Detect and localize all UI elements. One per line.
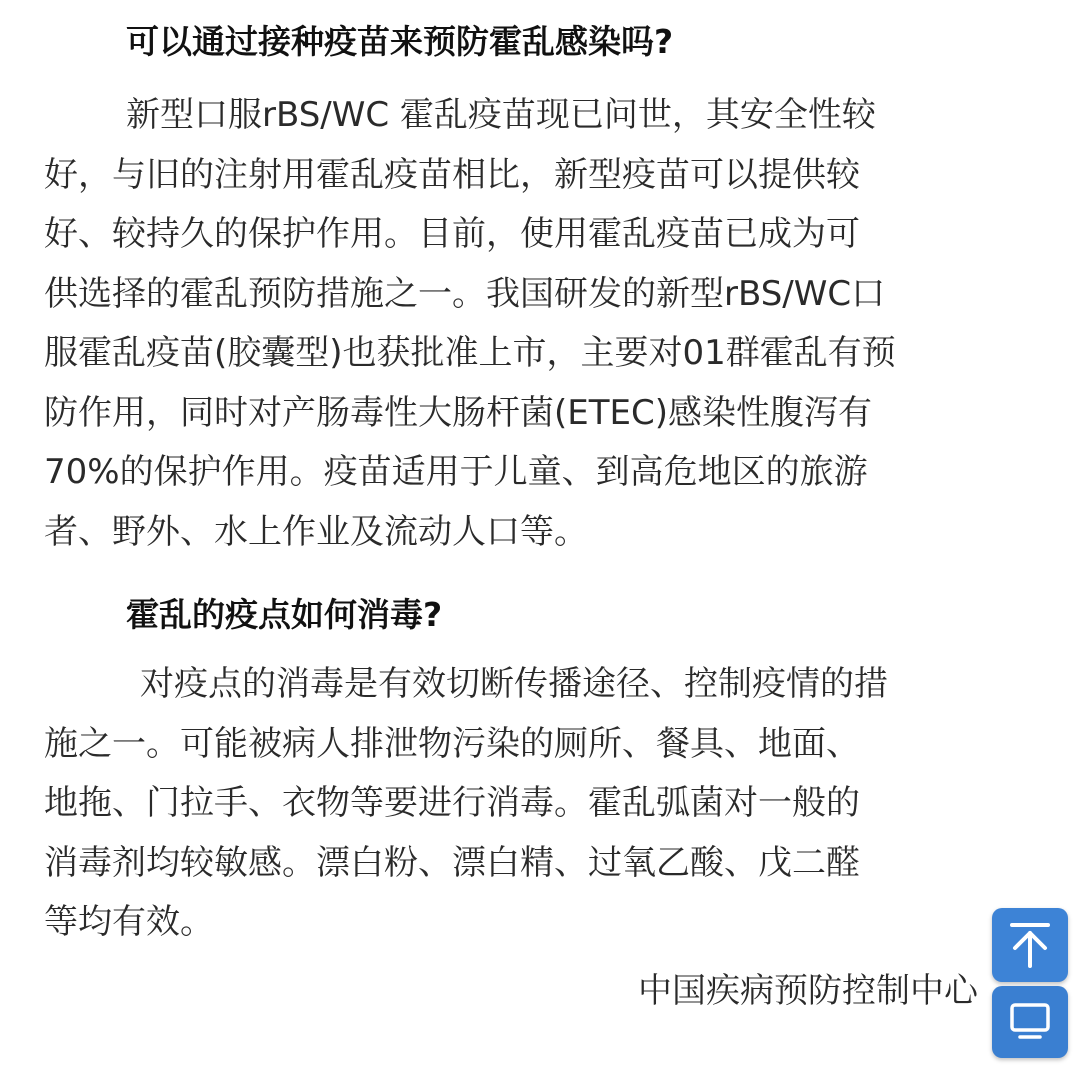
paragraph-line: 消毒剂均较敏感。漂白粉、漂白精、过氧乙酸、戊二醛 — [44, 842, 860, 883]
paragraph-line: 等均有效。 — [44, 902, 214, 942]
screen-mode-button[interactable] — [992, 986, 1068, 1058]
back-to-top-button[interactable] — [992, 908, 1068, 982]
arrow-up-to-line-icon — [1008, 921, 1052, 969]
paragraph-line: 服霍乱疫苗(胶囊型)也获批准上市，主要对01群霍乱有预 — [44, 333, 896, 373]
paragraph-line: 地拖、门拉手、衣物等要进行消毒。霍乱弧菌对一般的 — [44, 783, 860, 823]
paragraph-line: 70%的保护作用。疫苗适用于儿童、到高危地区的旅游 — [44, 452, 868, 492]
monitor-icon — [1009, 1002, 1051, 1042]
paragraph-line: 好，与旧的注射用霍乱疫苗相比，新型疫苗可以提供较 — [44, 154, 860, 195]
paragraph-line: 供选择的霍乱预防措施之一。我国研发的新型rBS/WC口 — [44, 273, 886, 314]
paragraph-disinfection — [44, 655, 1036, 953]
paragraph-vaccine — [44, 86, 1036, 562]
paragraph-line: 好、较持久的保护作用。目前，使用霍乱疫苗已成为可 — [44, 214, 860, 254]
paragraph-line: 新型口服rBS/WC 霍乱疫苗现已问世，其安全性较 — [126, 95, 876, 135]
paragraph-line: 施之一。可能被病人排泄物污染的厕所、餐具、地面、 — [44, 723, 860, 764]
paragraph-line: 者、野外、水上作业及流动人口等。 — [44, 511, 588, 552]
section-heading-disinfection: 霍乱的疫点如何消毒? — [126, 595, 443, 634]
article-source: 中国疾病预防控制中心 — [638, 971, 978, 1011]
paragraph-line: 防作用，同时对产肠毒性大肠杆菌(ETEC)感染性腹泻有 — [44, 392, 873, 433]
section-heading-vaccine: 可以通过接种疫苗来预防霍乱感染吗? — [126, 22, 674, 61]
paragraph-line: 对疫点的消毒是有效切断传播途径、控制疫情的措 — [140, 664, 888, 704]
